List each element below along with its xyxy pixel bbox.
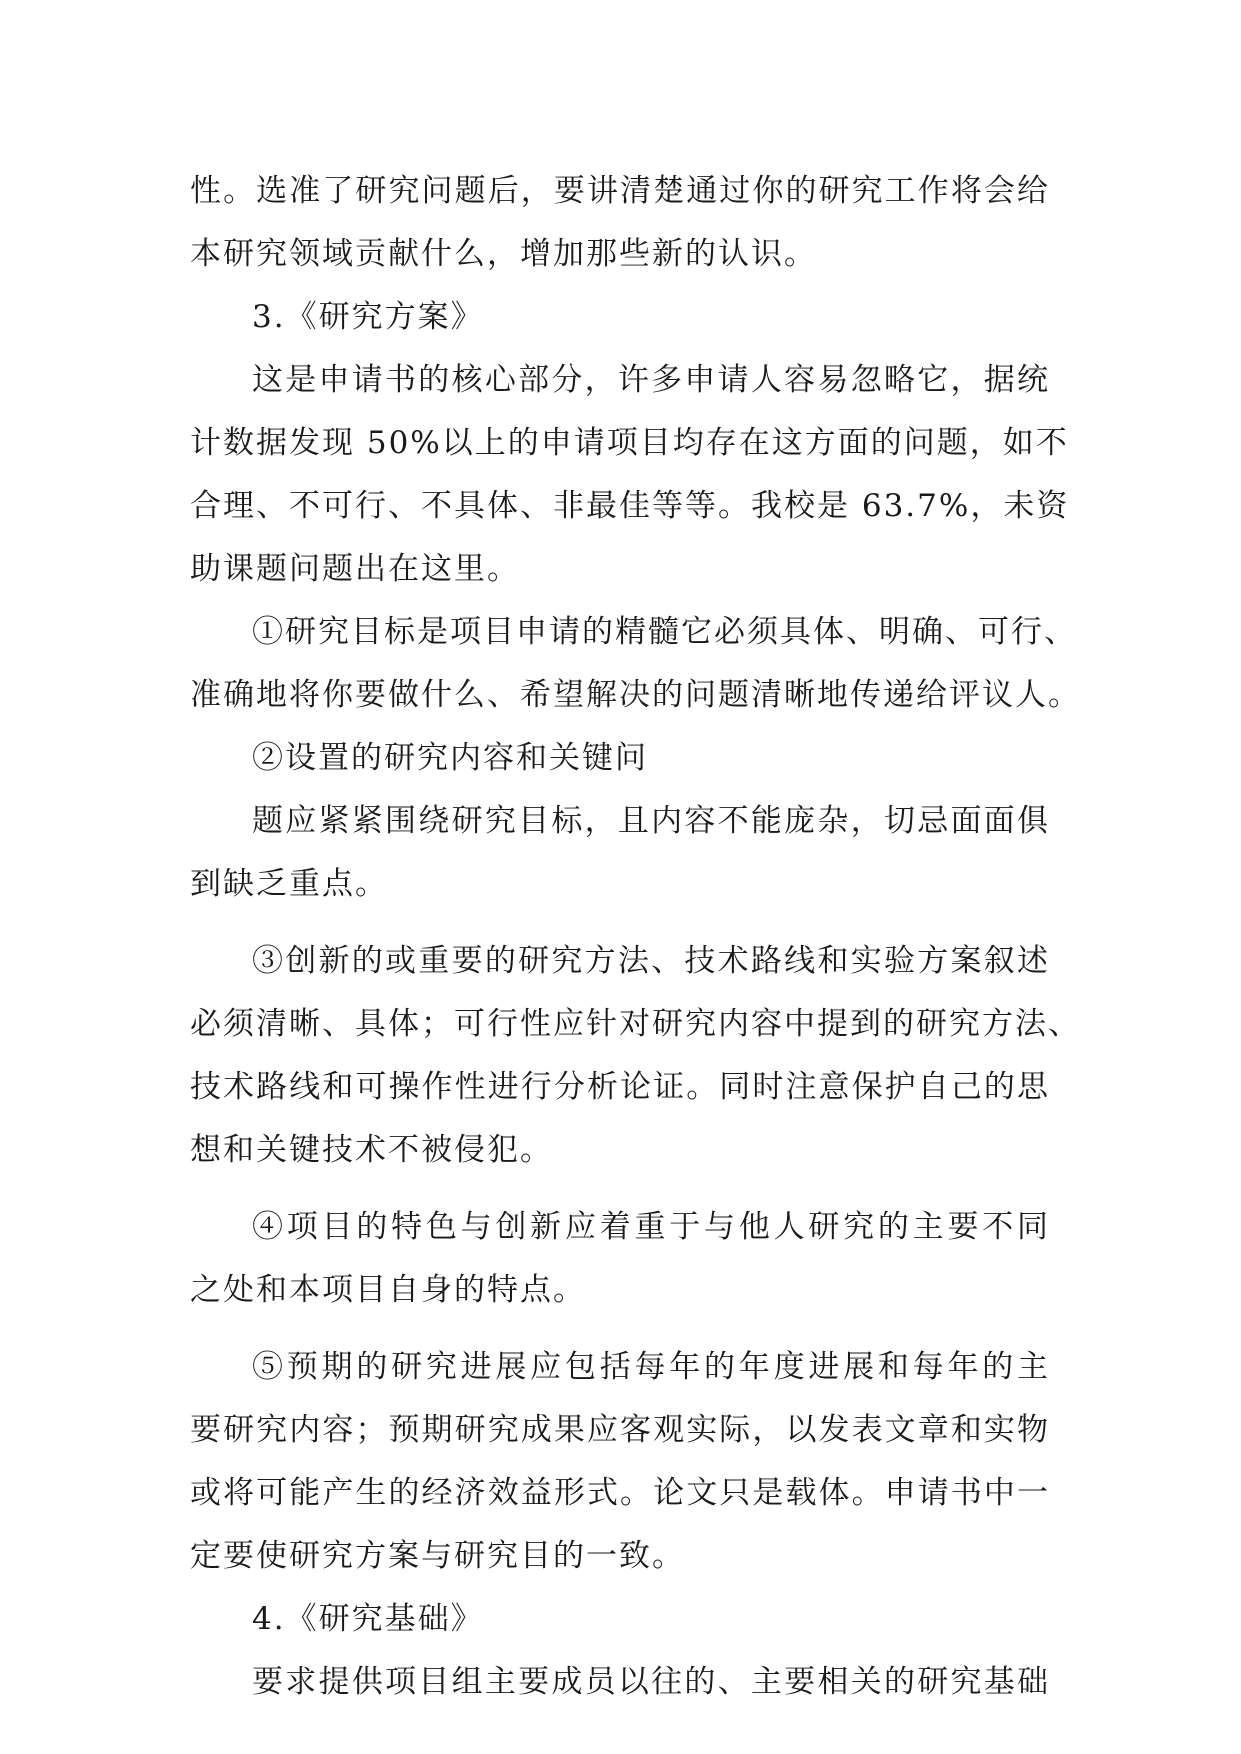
text-line: 要研究内容；预期研究成果应客观实际，以发表文章和实物 bbox=[190, 1412, 1050, 1448]
text-line: 技术路线和可操作性进行分析论证。同时注意保护自己的思 bbox=[190, 1069, 1050, 1105]
text-line: ③创新的或重要的研究方法、技术路线和实验方案叙述 bbox=[252, 943, 1050, 979]
text-line: 本研究领域贡献什么，增加那些新的认识。 bbox=[190, 236, 817, 272]
section-heading: 3.《研究方案》 bbox=[252, 299, 484, 335]
text-line: 必须清晰、具体；可行性应针对研究内容中提到的研究方法、 bbox=[190, 1006, 1081, 1042]
text-line: 到缺乏重点。 bbox=[190, 866, 388, 902]
text-line: ②设置的研究内容和关键问 bbox=[252, 740, 648, 776]
text-line: 计数据发现 50%以上的申请项目均存在这方面的问题，如不 bbox=[190, 425, 1069, 461]
text-line: ①研究目标是项目申请的精髓它必须具体、明确、可行、 bbox=[252, 614, 1077, 650]
text-line: 之处和本项目自身的特点。 bbox=[190, 1272, 586, 1308]
text-line: 准确地将你要做什么、希望解决的问题清晰地传递给评议人。 bbox=[190, 677, 1081, 713]
text-line: 这是申请书的核心部分，许多申请人容易忽略它，据统 bbox=[252, 362, 1050, 398]
text-line: ⑤预期的研究进展应包括每年的年度进展和每年的主 bbox=[252, 1349, 1050, 1385]
text-line: 助课题问题出在这里。 bbox=[190, 551, 520, 587]
text-line: 要求提供项目组主要成员以往的、主要相关的研究基础 bbox=[252, 1664, 1050, 1700]
section-heading: 4.《研究基础》 bbox=[252, 1601, 484, 1637]
text-line: 题应紧紧围绕研究目标，且内容不能庞杂，切忌面面俱 bbox=[252, 803, 1050, 839]
document-body bbox=[190, 160, 1081, 1714]
text-line: 合理、不可行、不具体、非最佳等等。我校是 63.7%，未资 bbox=[190, 488, 1070, 524]
text-line: ④项目的特色与创新应着重于与他人研究的主要不同 bbox=[252, 1209, 1050, 1245]
text-line: 定要使研究方案与研究目的一致。 bbox=[190, 1538, 685, 1574]
text-line: 或将可能产生的经济效益形式。论文只是载体。申请书中一 bbox=[190, 1475, 1050, 1511]
text-line: 想和关键技术不被侵犯。 bbox=[190, 1132, 553, 1168]
text-line: 性。选准了研究问题后，要讲清楚通过你的研究工作将会给 bbox=[190, 173, 1050, 209]
